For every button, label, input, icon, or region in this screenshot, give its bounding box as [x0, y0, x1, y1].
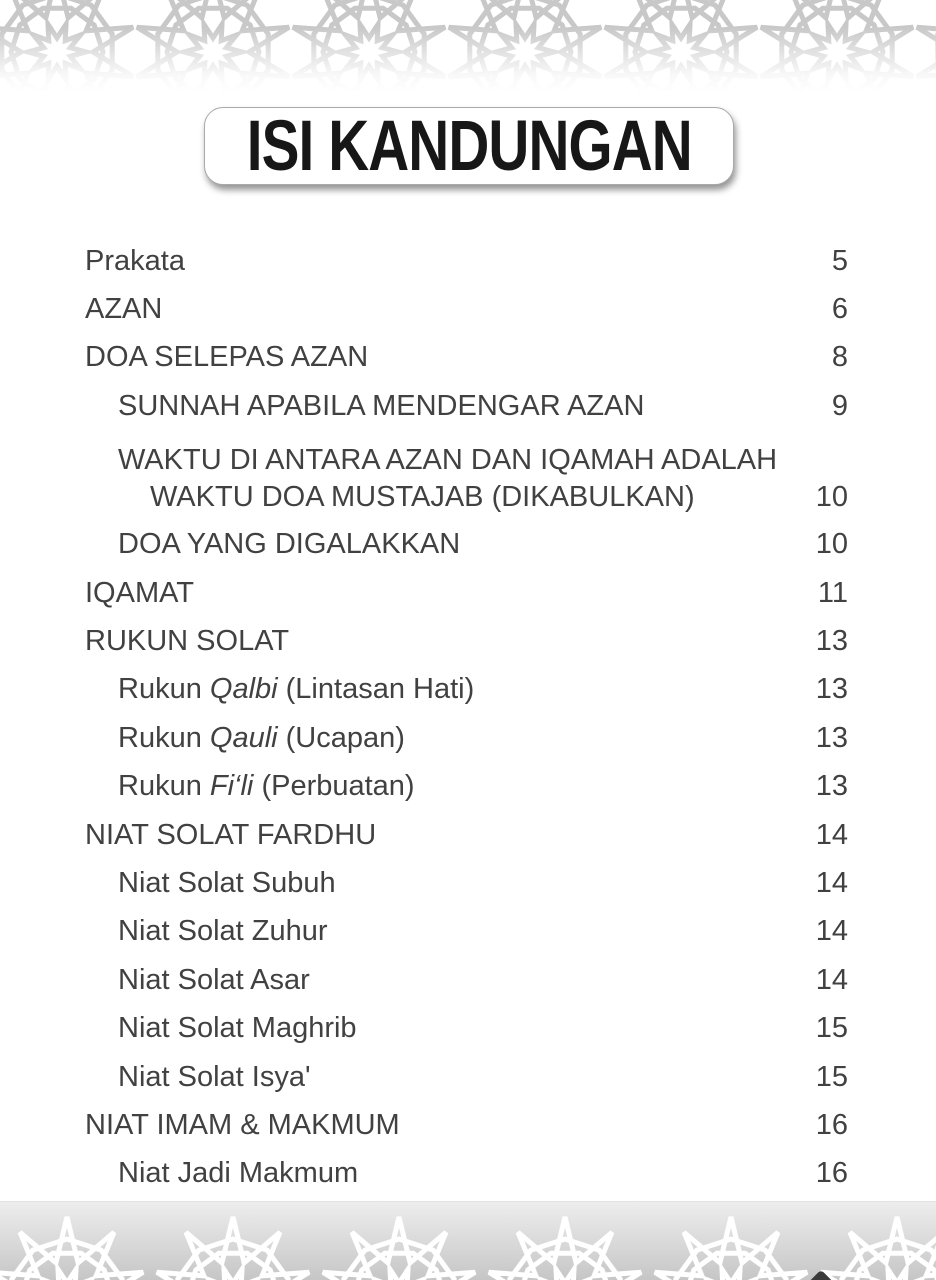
- toc-entry-label: Niat Solat Asar: [118, 963, 310, 996]
- islamic-pattern-bottom: [0, 1201, 936, 1280]
- toc-entry-label: Niat Solat Isya': [118, 1060, 311, 1093]
- toc-entry: [85, 1150, 848, 1198]
- toc-entry: [85, 617, 848, 665]
- toc-entry-page: 8: [831, 341, 848, 374]
- toc-entry-label: Niat Solat Maghrib: [118, 1012, 357, 1045]
- toc-entry: [85, 763, 848, 811]
- toc-entry-page: 9: [831, 389, 848, 422]
- toc-entry: [85, 334, 848, 382]
- toc-entry-label: Rukun Qauli (Ucapan): [118, 721, 405, 754]
- toc-entry-page: 14: [815, 963, 848, 996]
- toc-entry-label: WAKTU DI ANTARA AZAN DAN IQAMAH ADALAH WAKTU DOA MUSTAJAB (DIKABULKAN): [118, 443, 778, 513]
- toc-entry-label: Niat Jadi Makmum: [118, 1157, 359, 1190]
- page-title: ISI KANDUNGAN: [246, 106, 692, 186]
- toc-entry: [85, 382, 848, 430]
- toc-entry-page: 13: [815, 673, 848, 706]
- toc-entry-page: 11: [817, 576, 848, 609]
- toc-entry-label: DOA YANG DIGALAKKAN: [118, 528, 461, 561]
- toc-entry-label: SUNNAH APABILA MENDENGAR AZAN: [118, 389, 645, 422]
- toc-entry-label: NIAT IMAM & MAKMUM: [85, 1108, 400, 1141]
- toc-entry-label: NIAT SOLAT FARDHU: [85, 818, 377, 851]
- islamic-pattern-top: [0, 0, 936, 96]
- toc-entry-page: 16: [815, 1108, 848, 1141]
- toc-entry-page: 14: [815, 866, 848, 899]
- toc-entry: [85, 237, 848, 285]
- toc-entry-page: 13: [815, 721, 848, 754]
- toc-entry-page: 14: [815, 818, 848, 851]
- toc-entry-label: DOA SELEPAS AZAN: [85, 341, 369, 374]
- toc-entry-page: 6: [831, 293, 848, 326]
- toc-entry: [85, 1101, 848, 1149]
- toc-entry-page: 15: [815, 1060, 848, 1093]
- toc-entry: [85, 811, 848, 859]
- title-box: [204, 107, 734, 185]
- toc-entry: [85, 1053, 848, 1101]
- toc-entry: [85, 521, 848, 569]
- toc-entry-label: AZAN: [85, 293, 163, 326]
- toc-entry: [85, 285, 848, 333]
- toc-entry-label: Rukun Fi‘li (Perbuatan): [118, 770, 415, 803]
- toc-entry: [85, 908, 848, 956]
- toc-entry-page: 14: [815, 915, 848, 948]
- toc-list: [85, 237, 848, 1246]
- toc-entry-page: 16: [815, 1157, 848, 1190]
- toc-entry: [85, 956, 848, 1004]
- toc-entry-page: 10: [815, 528, 848, 561]
- toc-entry: [85, 1004, 848, 1052]
- toc-entry-page: 10: [815, 480, 848, 513]
- toc-entry: [85, 431, 848, 521]
- toc-entry: [85, 714, 848, 762]
- toc-entry-label: Niat Solat Subuh: [118, 866, 336, 899]
- toc-entry-label: Niat Solat Zuhur: [118, 915, 328, 948]
- islamic-pattern-top-svg: [0, 0, 936, 96]
- toc-entry: [85, 666, 848, 714]
- toc-entry-label: IQAMAT: [85, 576, 195, 609]
- toc-entry-label: Prakata: [85, 244, 185, 277]
- toc-entry-label: Rukun Qalbi (Lintasan Hati): [118, 673, 475, 706]
- toc-entry: [85, 569, 848, 617]
- toc-entry-page: 5: [831, 244, 848, 277]
- islamic-pattern-bottom-svg: [0, 1202, 936, 1280]
- toc-entry-page: 13: [815, 625, 848, 658]
- toc-entry-label: RUKUN SOLAT: [85, 625, 290, 658]
- toc-entry: [85, 859, 848, 907]
- toc-entry-page: 15: [815, 1012, 848, 1045]
- toc-entry-page: 13: [815, 770, 848, 803]
